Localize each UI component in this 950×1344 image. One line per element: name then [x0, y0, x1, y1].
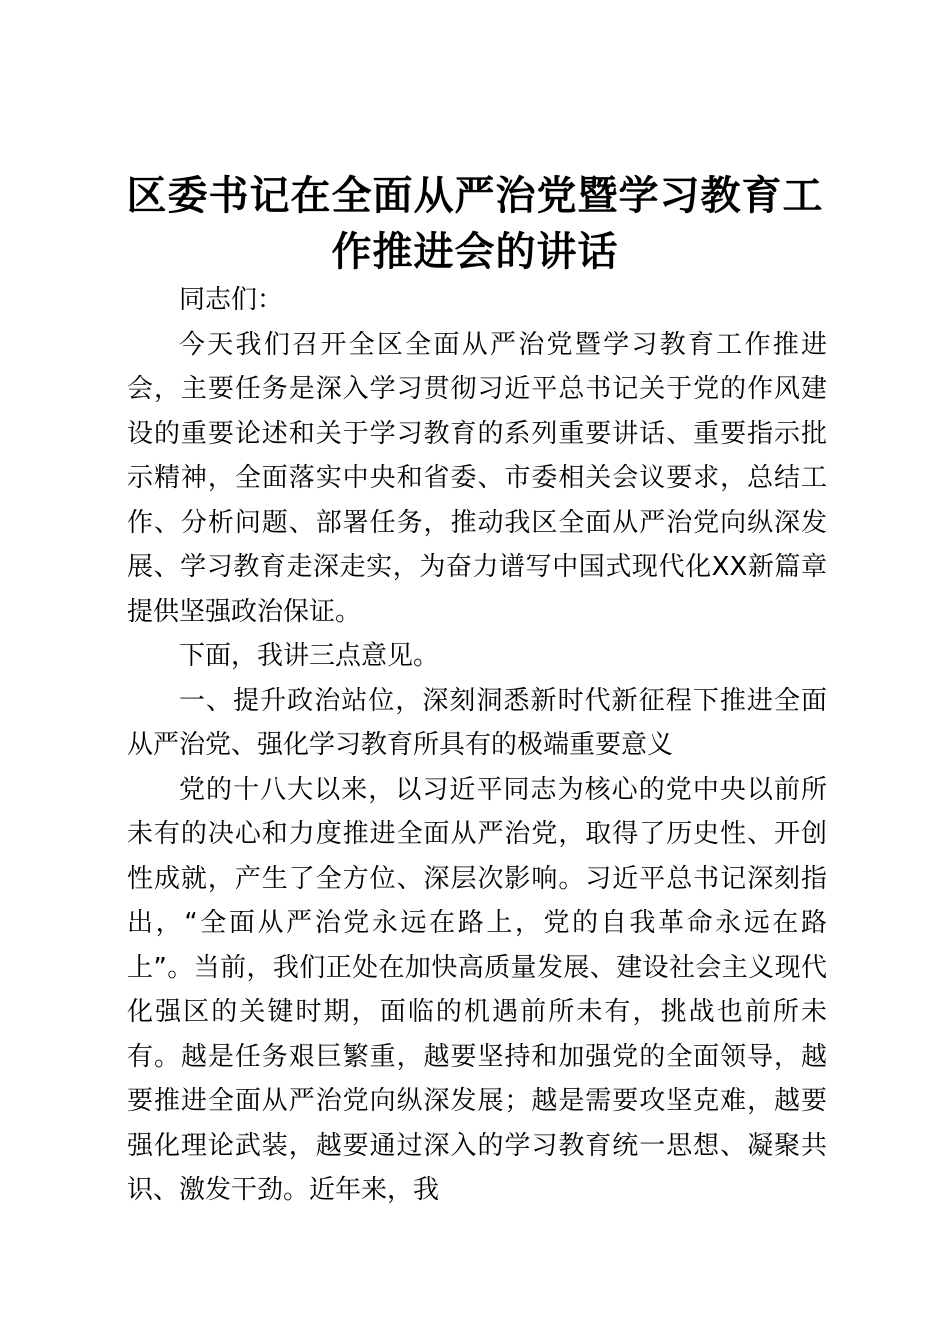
document-body	[127, 278, 827, 1213]
section-heading-1: 一、提升政治站位，深刻洞悉新时代新征程下推进全面从严治党、强化学习教育所具有的极端重要意义	[127, 685, 827, 760]
paragraph-outline: 下面，我讲三点意见。	[179, 641, 440, 671]
salutation: 同志们：	[179, 285, 284, 315]
paragraph-intro: 今天我们召开全区全面从严治党暨学习教育工作推进会，主要任务是深入学习贯彻习近平总书记关于党的作风建设的重要论述和关于学习教育的系列重要讲话、重要指示批示精神，全面落实中央和省委、市委相关会议要求，总结工作、分析问题、部署任务，推动我区全面从严治党向纵深发展、学习教育走深走实，为奋力谱写中国式现代化XX新篇章提供坚强政治保证。	[127, 329, 827, 627]
document-title: 区委书记在全面从严治党暨学习教育工作推进会的讲话	[126, 172, 824, 275]
paragraph-section-1: 党的十八大以来，以习近平同志为核心的党中央以前所未有的决心和力度推进全面从严治党，取得了历史性、开创性成就，产生了全方位、深层次影响。习近平总书记深刻指出，“全面从严治党永远在路上，党的自我革命永远在路上”。当前，我们正处在加快高质量发展、建设社会主义现代化强区的关键时期，面临的机遇前所未有，挑战也前所未有。越是任务艰巨繁重，越要坚持和加强党的全面领导，越要推进全面从严治党向纵深发展；越是需要攻坚克难，越要强化理论武装，越要通过深入的学习教育统一思想、凝聚共识、激发干劲。近年来，我	[127, 774, 827, 1205]
